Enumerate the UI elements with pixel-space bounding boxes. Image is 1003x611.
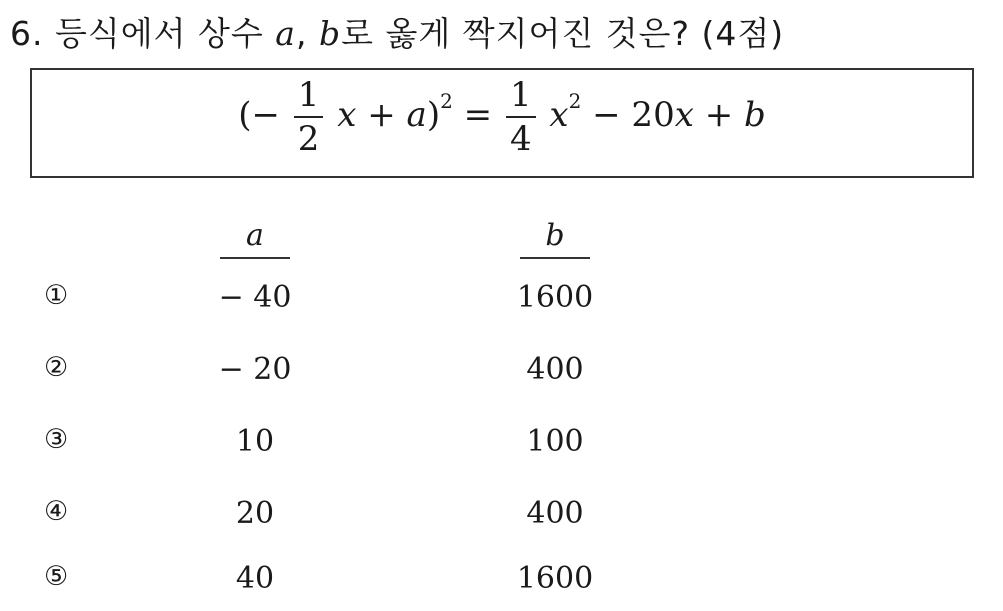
eq-frac2-numerator: 1 [506, 78, 536, 118]
eq-minus-20: − 20 [592, 95, 675, 135]
choice-row[interactable] [0, 352, 1003, 402]
choice-mark: ① [44, 280, 69, 311]
eq-x2: x [549, 95, 569, 135]
eq-fraction-quarter [506, 75, 536, 159]
equation-box [30, 68, 974, 178]
eq-frac2-denominator: 4 [509, 119, 532, 159]
eq-x1: x [337, 95, 357, 135]
choice-value-a: 10 [235, 424, 275, 459]
eq-exp2: 2 [568, 89, 582, 113]
choice-value-a: 40 [235, 561, 275, 596]
choice-value-a: − 20 [218, 352, 292, 387]
eq-close: ) [426, 95, 441, 135]
eq-b: b [744, 95, 766, 135]
question-text-before: 등식에서 상수 [55, 14, 264, 53]
eq-exp: 2 [440, 89, 453, 113]
eq-open: (− [238, 95, 280, 135]
column-header-a-label: a [246, 218, 264, 253]
choice-value-b: 1600 [516, 280, 594, 315]
question-number: 6. [10, 14, 44, 53]
equation [32, 75, 972, 159]
choice-mark: ④ [44, 496, 69, 527]
question-var-b: b [318, 14, 342, 53]
column-header-a [220, 218, 290, 259]
choice-row[interactable] [0, 280, 1003, 330]
choice-mark: ⑤ [44, 561, 69, 592]
eq-x3: x [674, 95, 694, 135]
eq-frac1-numerator: 1 [294, 78, 324, 118]
question-stem [10, 8, 784, 55]
column-header-a-underline [220, 257, 290, 259]
choice-row[interactable] [0, 496, 1003, 546]
choice-row[interactable] [0, 561, 1003, 611]
eq-equals: = [463, 95, 493, 135]
choice-mark: ② [44, 352, 69, 383]
column-header-b [520, 218, 590, 259]
column-header-b-label: b [545, 218, 565, 253]
column-header-b-underline [520, 257, 590, 259]
eq-frac1-denominator: 2 [297, 119, 320, 159]
question-comma: , [295, 14, 308, 53]
choice-value-b: 1600 [516, 561, 594, 596]
choice-value-b: 400 [526, 496, 584, 531]
eq-fraction-half [294, 75, 324, 159]
choice-value-b: 400 [526, 352, 584, 387]
eq-plus-b: + [704, 95, 734, 135]
choice-value-b: 100 [526, 424, 584, 459]
eq-a: a [406, 95, 427, 135]
choice-mark: ③ [44, 424, 69, 455]
choice-row[interactable] [0, 424, 1003, 474]
eq-plus-a: + [367, 95, 396, 135]
choice-value-a: 20 [235, 496, 275, 531]
choice-value-a: − 40 [218, 280, 292, 315]
question-text-after: 로 옳게 짝지어진 것은? (4점) [341, 14, 785, 53]
question-var-a: a [275, 14, 296, 53]
